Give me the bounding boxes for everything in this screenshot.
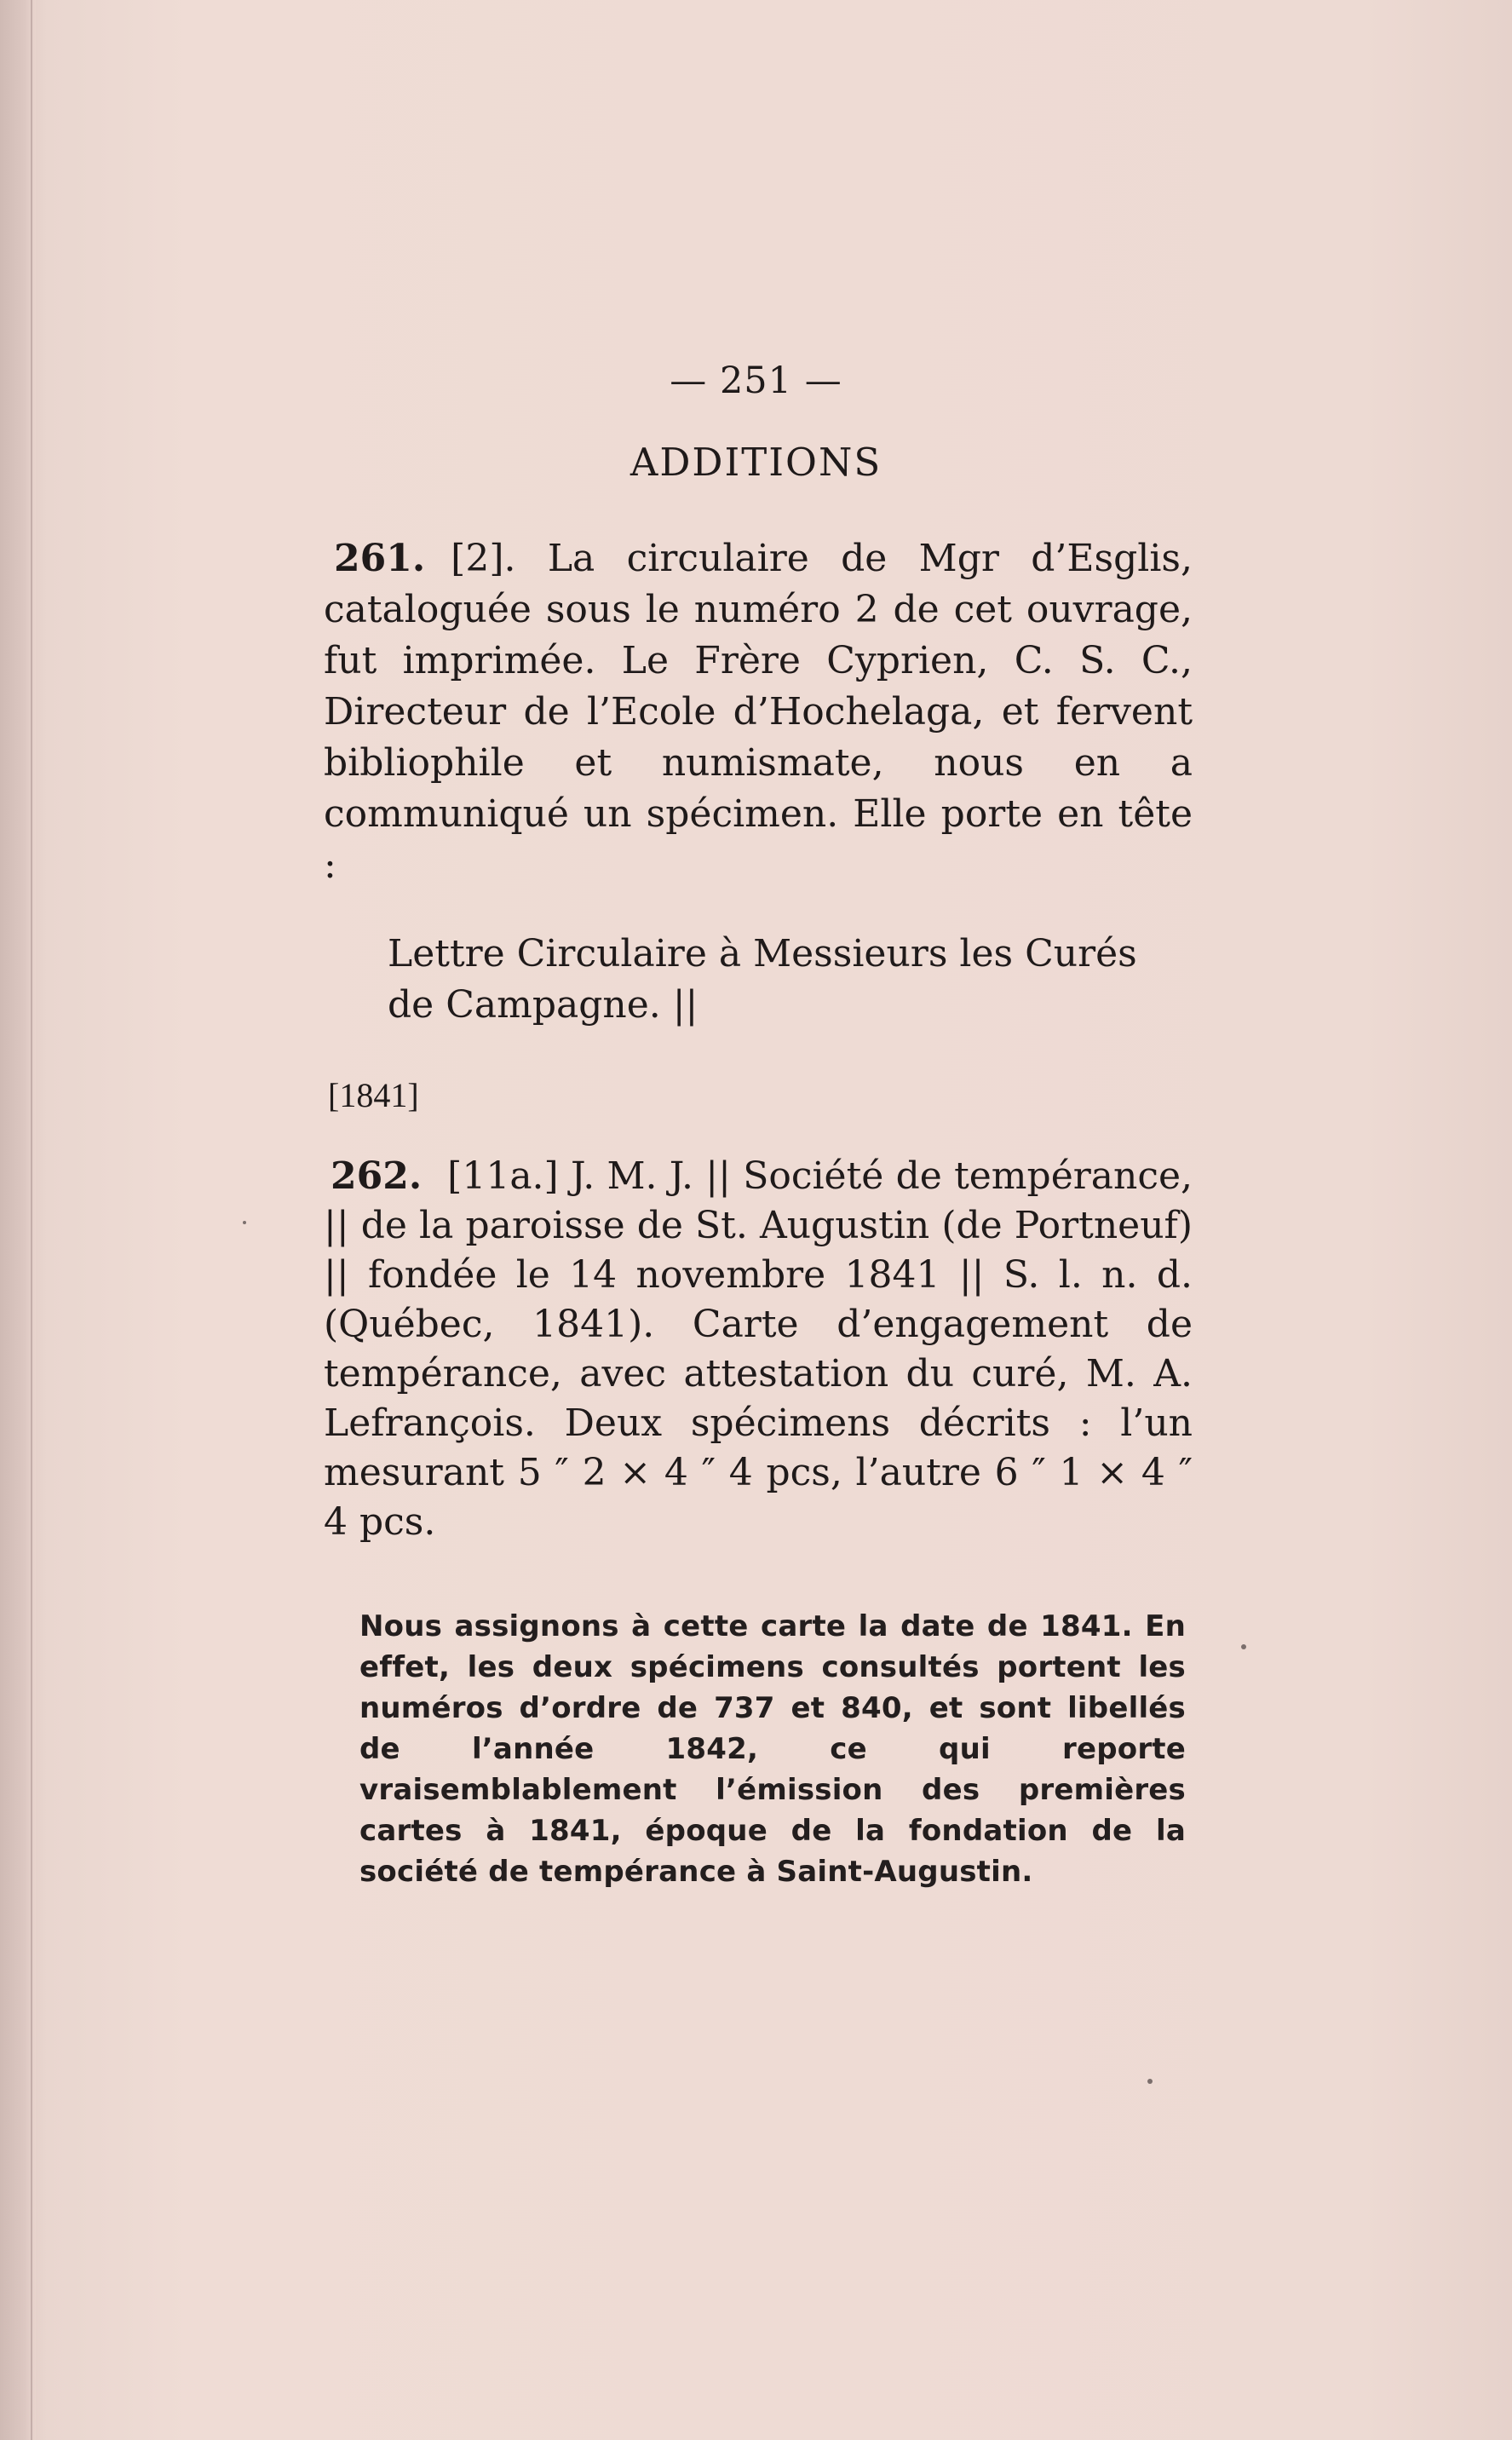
section-heading: ADDITIONS xyxy=(630,440,882,485)
print-speck xyxy=(243,1221,246,1224)
entry-262 xyxy=(324,1152,1193,1547)
entry-number: 261. xyxy=(334,537,426,580)
entry-number: 262. xyxy=(331,1154,423,1198)
entry-text: [2]. La circulaire de Mgr d’Esglis, cataloguée sous le numéro 2 de cet ouvrage, fut imprimée. Le Frère Cyprien, C. S. C., Directeur de l’Ecole d’Hochelaga, et fervent bibliophile et numismate, nous en a communiqué un spécimen. Elle porte en tête : xyxy=(324,537,1193,887)
entry-261-quotation: Lettre Circulaire à Messieurs les Curés de Campagne. || xyxy=(388,932,1137,1027)
print-speck xyxy=(1241,1644,1246,1649)
editorial-note: Nous assignons à cette carte la date de 1841. En effet, les deux spécimens consultés portent les numéros d’ordre de 737 et 840, et sont libellés de l’année 1842, ce qui reporte vraisemblablement l’émission des premières cartes à 1841, époque de la fondation de la société de tempérance à Saint-Augustin. xyxy=(359,1609,1186,1889)
year-marker: [1841] xyxy=(328,1076,419,1114)
entry-261 xyxy=(324,533,1193,891)
print-speck xyxy=(1147,2079,1153,2084)
entry-text: [11a.] J. M. J. || Société de tempérance, || de la paroisse de St. Augustin (de Portneuf) || fondée le 14 novembre 1841 || S. l. n. d. (Québec, 1841). Carte d’engagement de tempérance, avec attestation du curé, M. A. Lefrançois. Deux spécimens décrits : l’un mesurant 5 ″ 2 × 4 ″ 4 pcs, l’autre 6 ″ 1 × 4 ″ 4 pcs. xyxy=(324,1154,1193,1544)
page-number: — 251 — xyxy=(670,360,842,402)
